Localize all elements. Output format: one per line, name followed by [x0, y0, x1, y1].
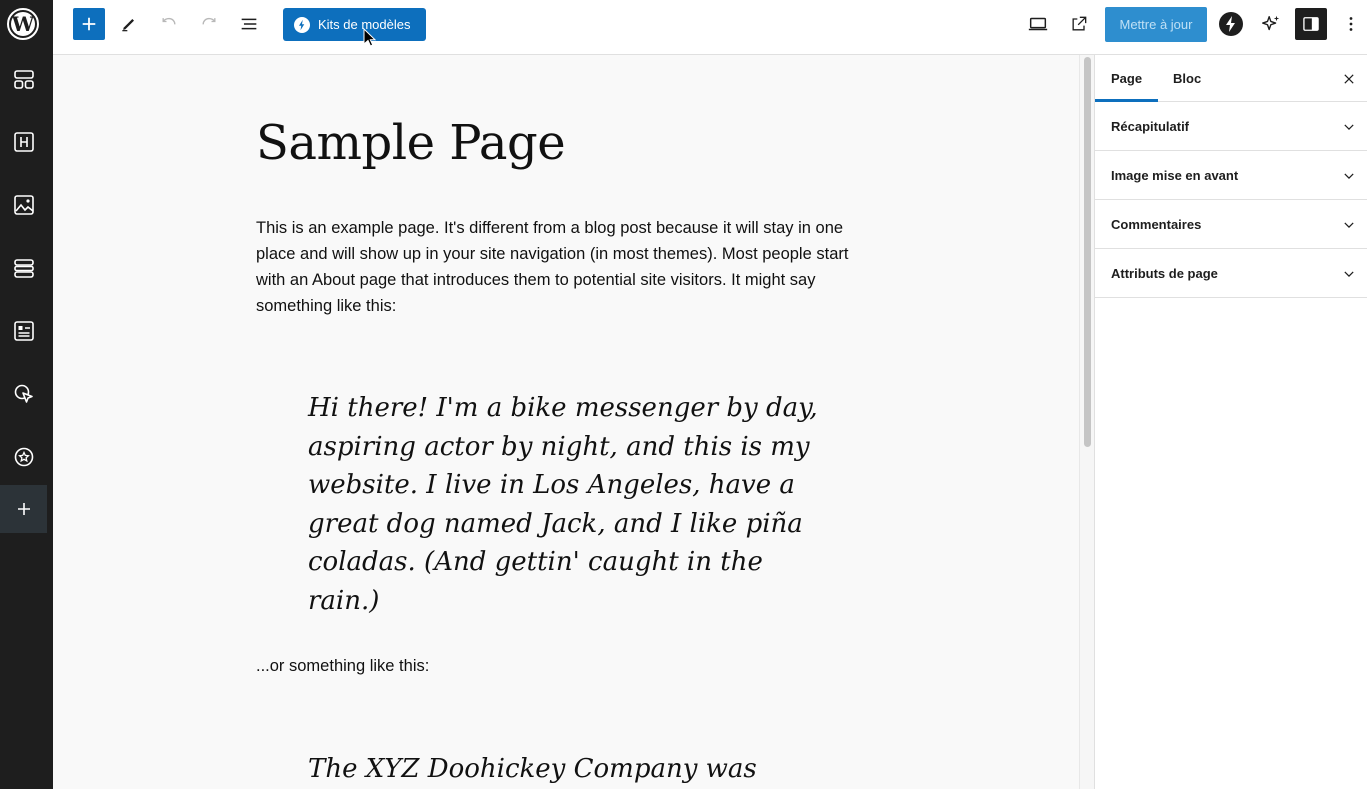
settings-tabs: [1095, 55, 1367, 102]
paragraph-block[interactable]: ...or something like this:: [256, 657, 430, 675]
desktop-preview-icon[interactable]: [1026, 12, 1050, 36]
cursor-click-icon[interactable]: [0, 370, 47, 418]
mouse-cursor-icon: [363, 28, 377, 48]
rows-layout-icon[interactable]: [0, 244, 47, 292]
panel-section-summary[interactable]: [1095, 102, 1367, 151]
panel-section-featured-image[interactable]: [1095, 151, 1367, 200]
star-badge-icon[interactable]: [0, 433, 47, 481]
section-label: Attributs de page: [1111, 266, 1218, 281]
chevron-down-icon: [1339, 166, 1359, 186]
settings-sidebar-toggle-icon[interactable]: [1295, 8, 1327, 40]
canvas-scrollbar[interactable]: [1079, 55, 1095, 789]
svg-text:W: W: [11, 12, 35, 36]
post-content-icon[interactable]: [0, 307, 47, 355]
ai-sparkle-icon[interactable]: [1259, 12, 1283, 36]
block-inserter-button[interactable]: [73, 8, 105, 40]
edit-pencil-icon[interactable]: [117, 12, 141, 36]
template-kits-label: Kits de modèles: [318, 17, 411, 32]
pullquote-block[interactable]: Hi there! I'm a bike messenger by day, aspiring actor by night, and this is my website. I live in Los Angeles, have a great dog named Jack, and I like piña coladas. (And gettin' caught in the rain.): [308, 393, 818, 616]
editor-canvas[interactable]: [53, 55, 1079, 789]
plugin-bolt-icon[interactable]: [1218, 11, 1244, 37]
heading-block-icon[interactable]: [0, 118, 47, 166]
external-link-icon[interactable]: [1067, 12, 1091, 36]
plus-icon: [80, 15, 98, 33]
tab-block[interactable]: Bloc: [1173, 71, 1202, 86]
page-title[interactable]: Sample Page: [256, 115, 566, 171]
list-view-icon[interactable]: [237, 12, 261, 36]
chevron-down-icon: [1339, 117, 1359, 137]
layout-grid-icon[interactable]: [0, 55, 47, 103]
scrollbar-thumb[interactable]: [1084, 57, 1091, 447]
admin-sidebar: [0, 0, 53, 789]
chevron-down-icon: [1339, 215, 1359, 235]
close-icon[interactable]: [1339, 69, 1359, 89]
paragraph-block[interactable]: This is an example page. It's different from a blog post because it will stay in one place and will show up in your site navigation (in most themes). Most people start with an About page that introduces them to potential site visitors. It might say something like this:: [256, 219, 849, 315]
chevron-down-icon: [1339, 264, 1359, 284]
section-label: Commentaires: [1111, 217, 1202, 232]
template-kits-button[interactable]: [283, 8, 426, 41]
editor-toolbar: [53, 0, 1367, 55]
pullquote-block[interactable]: The XYZ Doohickey Company was: [308, 754, 757, 784]
undo-icon[interactable]: [157, 12, 181, 36]
more-options-icon[interactable]: [1339, 12, 1363, 36]
image-block-icon[interactable]: [0, 181, 47, 229]
wordpress-logo-icon[interactable]: [7, 8, 39, 40]
section-label: Image mise en avant: [1111, 168, 1239, 183]
tab-page[interactable]: Page: [1111, 71, 1143, 86]
panel-section-comments[interactable]: [1095, 200, 1367, 249]
settings-panel: [1095, 55, 1367, 789]
panel-section-page-attributes[interactable]: [1095, 249, 1367, 298]
redo-icon[interactable]: [197, 12, 221, 36]
section-label: Récapitulatif: [1111, 119, 1190, 134]
update-button[interactable]: Mettre à jour: [1105, 7, 1207, 42]
add-plus-icon[interactable]: [0, 485, 47, 533]
lightning-bolt-icon: [294, 17, 310, 33]
